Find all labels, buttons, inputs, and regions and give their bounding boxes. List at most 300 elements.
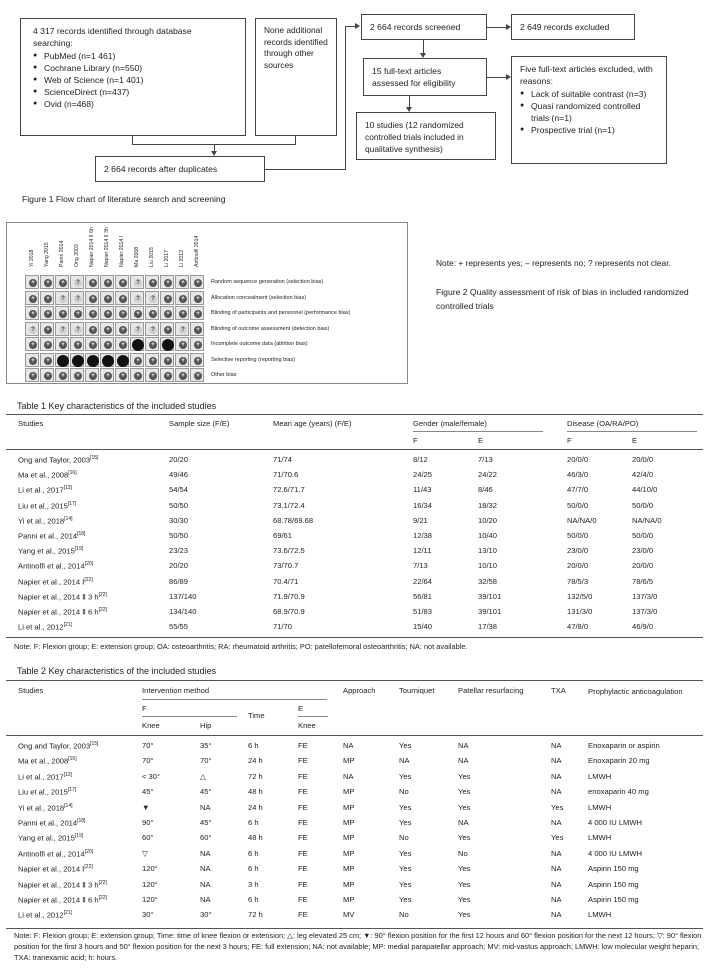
t1-cell-gf: 16/34 xyxy=(413,500,433,510)
t2-cell-knee: ▼ xyxy=(142,802,150,812)
other-sources-text: None additional records identified through other sources xyxy=(264,25,328,70)
reference-number: [22] xyxy=(98,879,107,886)
t2-cell-time: 6 h xyxy=(248,864,259,874)
rob-cell xyxy=(85,322,99,336)
rob-cell xyxy=(55,322,69,336)
rob-cell xyxy=(160,337,174,351)
t1-cell-de: 20/0/0 xyxy=(632,561,654,571)
rob-cell xyxy=(100,368,114,382)
rob-cell xyxy=(190,337,204,351)
rob-mark: ? xyxy=(59,295,67,303)
rob-mark: + xyxy=(179,279,187,287)
reference-number: [14] xyxy=(64,515,73,522)
t2-cell-approach: NA xyxy=(343,741,354,750)
t1-cell-study: Napier et al., 2014 Ⅱ 6 h[22] xyxy=(18,607,107,617)
t1-cell-df: 132/5/0 xyxy=(567,591,593,601)
rob-mark: ? xyxy=(149,326,157,334)
rob-cell xyxy=(160,291,174,305)
table1-note: Note: F: Flexion group; E: extension group; OA: osteoarthritis; RA: rheumatoid arthritis; PO: patellofemoral osteoarthritis; NA: not available. xyxy=(14,642,468,651)
t2-header-txa: TXA xyxy=(551,686,566,695)
t2-cell-time: 24 h xyxy=(248,756,263,766)
t2-cell-txa: NA xyxy=(551,741,562,750)
t2-cell-pa: Aspirin 150 mg xyxy=(588,864,639,874)
rob-cell xyxy=(130,291,144,305)
t1-cell-sample: 50/50 xyxy=(169,531,189,540)
rob-cell xyxy=(130,353,144,367)
rob-mark: + xyxy=(149,310,157,318)
rob-column-label: Ong 2003 xyxy=(74,244,80,267)
rob-mark: ? xyxy=(74,295,82,303)
rob-mark: + xyxy=(194,310,202,318)
rob-mark: + xyxy=(194,279,202,287)
rob-mark: + xyxy=(164,357,172,365)
t2-cell-pr: Yes xyxy=(458,864,471,874)
t2-cell-hip: 45° xyxy=(200,818,212,827)
t2-cell-txa: NA xyxy=(551,771,562,781)
t1-cell-sample: 86/89 xyxy=(169,576,189,586)
rob-mark: + xyxy=(29,279,37,287)
t1-cell-sample: 23/23 xyxy=(169,546,189,556)
rob-mark: + xyxy=(59,372,67,380)
t1-cell-de: 20/0/0 xyxy=(632,455,654,464)
t2-cell-pr: Yes xyxy=(458,879,471,889)
rob-column-label: Liu 2015 xyxy=(149,247,155,267)
fulltext-excluded-box xyxy=(511,56,667,164)
rob-mark: + xyxy=(59,341,67,349)
database-records-title: 4 317 records identified through database searching: xyxy=(33,26,192,48)
screened-box xyxy=(361,14,487,40)
reference-number: [19] xyxy=(74,833,84,840)
t1-cell-de: 78/6/5 xyxy=(632,576,654,586)
t1-header-age: Mean age (years) (F/E) xyxy=(273,419,352,428)
rob-column-label: Yang 2015 xyxy=(44,242,50,267)
rob-cell xyxy=(130,322,144,336)
t1-cell-study: Li et al., 2017[13] xyxy=(18,485,72,495)
rob-cell xyxy=(85,337,99,351)
t2-cell-study: Napier et al., 2014 Ⅱ 6 h[22] xyxy=(18,895,107,905)
t1-cell-sample: 134/140 xyxy=(169,607,197,616)
t2-cell-knee: 120° xyxy=(142,895,158,904)
t2-cell-tq: Yes xyxy=(399,864,412,874)
t1-cell-df: 20/0/0 xyxy=(567,561,589,571)
other-sources-box xyxy=(255,18,337,136)
t2-cell-knee: 120° xyxy=(142,864,158,874)
reference-number: [18] xyxy=(77,531,86,537)
t1-cell-sample: 30/30 xyxy=(169,515,189,525)
rob-mark: ? xyxy=(74,326,82,334)
t2-cell-pa: 4 000 IU LMWH xyxy=(588,848,643,858)
t2-cell-approach: MP xyxy=(343,802,355,812)
t2-cell-pr: Yes xyxy=(458,787,471,797)
database-item: ● ScienceDirect (n=437) xyxy=(33,86,233,98)
t1-cell-sample: 50/50 xyxy=(169,500,189,510)
database-item: ● PubMed (n=1 461) xyxy=(33,50,233,62)
rob-mark xyxy=(57,355,69,367)
rob-mark: + xyxy=(44,341,52,349)
rob-mark: + xyxy=(119,326,127,334)
screened-text: 2 664 records screened xyxy=(370,22,461,32)
t1-cell-study: Liu et al., 2015[17] xyxy=(18,500,77,511)
t2-cell-txa: NA xyxy=(551,787,562,797)
t2-cell-pa: Aspirin 150 mg xyxy=(588,879,639,889)
rob-cell xyxy=(70,368,84,382)
table2-note: Note: F: Flexion group; E: extension group; Time: time of knee flexion or extension; △: leg elevated 25 cm; ▼: 90° flexion position for the first 12 hours and 60° flexion position for the next 12 hours; ▽: 90° flexion position for the first 3 hours and 50° flexion position for the next 3 hours; FE: full extension; NA: not available; MP: medial parapatellar approach; MV: mid-vastus approach; LMWH: low molecular weight heparin; TXA: tranexamic acid; h: hours. xyxy=(14,931,702,962)
rob-mark: + xyxy=(29,310,37,318)
t2-cell-tq: NA xyxy=(399,756,410,766)
t2-cell-txa: NA xyxy=(551,895,562,904)
t1-cell-sample: 55/55 xyxy=(169,622,189,632)
t2-cell-txa: NA xyxy=(551,818,562,827)
figure2-caption: Figure 2 Quality assessment of risk of bias in included randomized controlled trials xyxy=(436,287,689,311)
t1-cell-de: 42/4/0 xyxy=(632,470,654,480)
t1-cell-gf: 9/21 xyxy=(413,515,428,525)
rob-cell xyxy=(40,306,54,320)
after-duplicates-box xyxy=(95,156,265,182)
rob-cell xyxy=(175,291,189,305)
t2-cell-study: Liu et al., 2015[17] xyxy=(18,787,77,797)
t2-header-studies: Studies xyxy=(18,686,44,695)
table2-caption: Table 2 Key characteristics of the included studies xyxy=(17,666,217,676)
t2-cell-hip: △ xyxy=(200,771,206,781)
t2-cell-time: 48 h xyxy=(248,787,263,797)
rob-cell xyxy=(175,306,189,320)
rob-cell xyxy=(100,337,114,351)
t2-cell-approach: MP xyxy=(343,879,355,889)
reference-number: [15] xyxy=(90,741,99,747)
t2-cell-pr: NA xyxy=(458,756,469,766)
database-item: ● Ovid (n=468) xyxy=(33,98,233,110)
reference-number: [21] xyxy=(63,622,72,629)
t2-cell-tq: No xyxy=(399,833,409,843)
reference-number: [20] xyxy=(84,561,94,568)
rob-cell xyxy=(160,368,174,382)
t2-cell-study: Ma et al., 2008[16] xyxy=(18,756,77,766)
rob-cell xyxy=(25,291,39,305)
t2-cell-time: 6 h xyxy=(248,818,259,827)
reference-number: [16] xyxy=(68,470,77,477)
t2-cell-knee: 60° xyxy=(142,833,154,843)
rob-mark: ? xyxy=(134,279,142,287)
t1-cell-age: 69/61 xyxy=(273,531,293,540)
t1-cell-age: 72.6/71.7 xyxy=(273,485,305,495)
t2-header-f: F xyxy=(142,704,147,713)
t2-cell-pa: LMWH xyxy=(588,833,612,843)
rob-mark: + xyxy=(194,326,202,334)
t1-cell-ge: 39/101 xyxy=(478,591,502,601)
rob-mark xyxy=(72,355,84,367)
rob-cell xyxy=(175,322,189,336)
rob-cell xyxy=(25,353,39,367)
t2-header-intervention: Intervention method xyxy=(142,686,210,695)
reference-number: [15] xyxy=(90,455,99,461)
rob-column-label: Napier 2014 I xyxy=(119,235,125,267)
rob-cell xyxy=(25,275,39,289)
rob-column-label: Panni 2014 xyxy=(59,240,65,267)
t1-header-studies: Studies xyxy=(18,419,44,428)
t1-cell-ge: 32/58 xyxy=(478,576,498,586)
rob-mark: + xyxy=(179,295,187,303)
t1-cell-study: Ma et al., 2008[16] xyxy=(18,470,77,480)
t2-cell-hip: NA xyxy=(200,895,211,904)
rob-mark: + xyxy=(164,372,172,380)
t1-cell-de: 50/0/0 xyxy=(632,531,654,540)
t2-cell-knee: 45° xyxy=(142,787,154,797)
reference-number: [16] xyxy=(68,756,77,763)
rob-mark: + xyxy=(149,279,157,287)
rob-column-label: Napier 2014 II 6h xyxy=(89,227,95,267)
rob-row-label: Selective reporting (reporting bias) xyxy=(211,356,296,363)
t2-cell-e: FE xyxy=(298,848,308,858)
rob-column-label: Ma 2008 xyxy=(134,246,140,267)
t2-cell-hip: 70° xyxy=(200,756,212,766)
rob-cell xyxy=(70,353,84,367)
rob-cell xyxy=(100,275,114,289)
t2-cell-pr: Yes xyxy=(458,771,471,781)
rob-cell xyxy=(25,306,39,320)
rob-mark: + xyxy=(29,372,37,380)
rob-cell xyxy=(160,306,174,320)
t2-cell-knee: 70° xyxy=(142,741,154,750)
t1-cell-de: 46/9/0 xyxy=(632,622,654,632)
t2-cell-e: FE xyxy=(298,741,308,750)
t1-cell-gf: 15/40 xyxy=(413,622,433,632)
t2-header-knee: Knee xyxy=(142,721,160,730)
t1-cell-de: NA/NA/0 xyxy=(632,515,662,525)
t2-header-eknee: Knee xyxy=(298,721,316,730)
rob-mark: ? xyxy=(74,279,82,287)
t1-cell-de: 137/3/0 xyxy=(632,607,658,616)
rob-cell xyxy=(115,337,129,351)
rob-mark: + xyxy=(164,295,172,303)
rob-cell xyxy=(55,291,69,305)
t1-cell-age: 70.4/71 xyxy=(273,576,299,586)
t2-cell-txa: Yes xyxy=(551,802,564,812)
rob-mark: + xyxy=(29,357,37,365)
rob-cell xyxy=(160,353,174,367)
reference-number: [17] xyxy=(67,787,77,794)
t1-cell-age: 68.9/70.9 xyxy=(273,607,305,616)
t2-cell-tq: Yes xyxy=(399,895,412,904)
t2-cell-knee: ▽ xyxy=(142,848,148,858)
reference-number: [20] xyxy=(84,848,94,855)
t2-cell-e: FE xyxy=(298,895,308,904)
rob-cell xyxy=(190,322,204,336)
rob-cell xyxy=(190,291,204,305)
t1-cell-gf: 11/43 xyxy=(413,485,432,495)
rob-cell xyxy=(145,306,159,320)
t2-cell-pa: LMWH xyxy=(588,771,612,781)
database-records-box xyxy=(20,18,246,136)
rob-cell xyxy=(115,322,129,336)
t1-cell-gf: 22/64 xyxy=(413,576,433,586)
t1-cell-de: 23/0/0 xyxy=(632,546,654,556)
t2-cell-e: FE xyxy=(298,833,308,843)
rob-cell xyxy=(70,322,84,336)
rob-mark: + xyxy=(149,341,157,349)
rob-cell xyxy=(100,322,114,336)
reference-number: [22] xyxy=(84,576,93,583)
t1-cell-age: 71/70.6 xyxy=(273,470,299,480)
t1-cell-sample: 137/140 xyxy=(169,591,197,601)
rob-mark: ? xyxy=(59,326,67,334)
t1-header-gender-f: F xyxy=(413,436,418,445)
rob-cell xyxy=(115,291,129,305)
t2-cell-time: 6 h xyxy=(248,741,259,750)
rob-cell xyxy=(25,337,39,351)
rob-cell xyxy=(175,353,189,367)
t1-cell-df: NA/NA/0 xyxy=(567,515,597,525)
t2-cell-txa: NA xyxy=(551,848,562,858)
t2-cell-pr: Yes xyxy=(458,910,471,920)
t2-cell-hip: NA xyxy=(200,802,211,812)
rob-cell xyxy=(55,353,69,367)
rob-column-label: Li 2012 xyxy=(179,249,185,267)
t1-cell-de: 50/0/0 xyxy=(632,500,654,510)
t1-cell-ge: 13/10 xyxy=(478,546,498,556)
excluded-box xyxy=(511,14,635,40)
rob-cell xyxy=(85,306,99,320)
t2-cell-e: FE xyxy=(298,802,308,812)
t2-cell-knee: 120° xyxy=(142,879,158,889)
t2-cell-hip: NA xyxy=(200,864,211,874)
t1-cell-df: 78/5/3 xyxy=(567,576,589,586)
rob-cell xyxy=(130,368,144,382)
rob-cell xyxy=(175,275,189,289)
t2-cell-hip: 45° xyxy=(200,787,212,797)
risk-of-bias-chart xyxy=(6,222,408,384)
database-list xyxy=(33,50,233,110)
t2-cell-tq: Yes xyxy=(399,802,412,812)
rob-cell xyxy=(145,368,159,382)
rob-mark: + xyxy=(134,357,142,365)
table1-caption: Table 1 Key characteristics of the included studies xyxy=(17,401,217,411)
rob-cell xyxy=(40,353,54,367)
rob-cell xyxy=(55,275,69,289)
rob-cell xyxy=(115,368,129,382)
reference-number: [19] xyxy=(74,546,84,553)
reference-number: [22] xyxy=(98,607,107,613)
rob-cell xyxy=(25,322,39,336)
rob-cell xyxy=(40,337,54,351)
t2-cell-pr: NA xyxy=(458,818,469,827)
t2-header-tourniquet: Tourniquet xyxy=(399,686,435,695)
t2-cell-study: Antinolfi et al., 2014[20] xyxy=(18,848,94,859)
rob-cell xyxy=(70,337,84,351)
rob-cell xyxy=(100,306,114,320)
rob-mark: ? xyxy=(179,326,187,334)
t1-header-disease: Disease (OA/RA/PO) xyxy=(567,419,639,428)
t2-cell-e: FE xyxy=(298,771,308,781)
rob-column-label: Yi 2018 xyxy=(29,249,35,267)
rob-mark xyxy=(132,339,144,351)
t2-cell-knee: 70° xyxy=(142,756,154,766)
t2-cell-e: FE xyxy=(298,864,308,874)
database-item: ● Cochrane Library (n=550) xyxy=(33,62,233,74)
t2-cell-txa: NA xyxy=(551,910,562,920)
t1-cell-df: 50/0/0 xyxy=(567,500,589,510)
rob-mark: + xyxy=(164,326,172,334)
rob-mark: + xyxy=(44,310,52,318)
rob-mark: + xyxy=(89,341,97,349)
rob-cell xyxy=(145,322,159,336)
exclusion-reasons-list xyxy=(520,88,658,136)
t2-cell-tq: Yes xyxy=(399,741,412,750)
rob-mark: + xyxy=(59,310,67,318)
t2-header-approach: Approach xyxy=(343,686,376,695)
t2-cell-txa: NA xyxy=(551,879,562,889)
rob-cell xyxy=(175,368,189,382)
exclusion-reason: ● Prospective trial (n=1) xyxy=(520,124,658,136)
t1-cell-ge: 18/32 xyxy=(478,500,498,510)
exclusion-reason: ● Quasi randomized controlled trials (n=1) xyxy=(520,100,658,124)
t2-cell-approach: MP xyxy=(343,848,355,858)
t2-cell-knee: 30° xyxy=(142,910,154,920)
included-studies-text: 10 studies (12 randomized controlled trials included in qualitative synthesis) xyxy=(365,120,464,154)
rob-row-label: Random sequence generation (selection bias) xyxy=(211,279,324,285)
rob-mark: + xyxy=(44,357,52,365)
t2-cell-hip: NA xyxy=(200,848,211,858)
t1-cell-ge: 10/40 xyxy=(478,531,498,540)
reference-number: [21] xyxy=(63,910,72,917)
t2-cell-pa: LMWH xyxy=(588,910,612,920)
t1-cell-ge: 17/38 xyxy=(478,622,498,632)
t1-cell-gf: 7/13 xyxy=(413,561,428,571)
rob-cell xyxy=(160,322,174,336)
rob-cell xyxy=(85,368,99,382)
rob-mark: + xyxy=(44,372,52,380)
t1-cell-study: Yi et al., 2018[14] xyxy=(18,515,73,526)
rob-row-label: Blinding of outcome assessment (detection bias) xyxy=(211,325,330,332)
t2-cell-time: 72 h xyxy=(248,771,263,781)
reference-number: [17] xyxy=(67,500,77,507)
rob-cell xyxy=(70,291,84,305)
rob-cell xyxy=(55,306,69,320)
fulltext-excluded-title: Five full-text articles excluded, with reasons: xyxy=(520,64,653,86)
rob-mark: + xyxy=(104,295,112,303)
rob-cell xyxy=(145,291,159,305)
t2-cell-pr: No xyxy=(458,848,468,858)
reference-number: [14] xyxy=(64,802,73,809)
t1-cell-gf: 12/11 xyxy=(413,546,432,556)
rob-mark xyxy=(102,355,114,367)
rob-cell xyxy=(25,368,39,382)
t2-header-hip: Hip xyxy=(200,721,212,730)
reference-number: [13] xyxy=(63,485,72,492)
rob-mark: + xyxy=(194,357,202,365)
t1-cell-age: 71/70 xyxy=(273,622,293,632)
rob-cell xyxy=(40,322,54,336)
t1-cell-age: 71.9/70.9 xyxy=(273,591,305,601)
rob-mark: + xyxy=(194,372,202,380)
t1-cell-ge: 8/46 xyxy=(478,485,493,495)
t2-cell-time: 3 h xyxy=(248,879,259,889)
rob-row-label: Incomplete outcome data (attrition bias) xyxy=(211,341,308,347)
rob-cell xyxy=(145,353,159,367)
t1-cell-gf: 12/38 xyxy=(413,531,433,540)
rob-mark: + xyxy=(119,279,127,287)
rob-cell xyxy=(100,353,114,367)
t2-cell-time: 6 h xyxy=(248,848,259,858)
fulltext-text: 15 full-text articles assessed for eligibility xyxy=(372,66,456,88)
database-item: ● Web of Science (n=1 401) xyxy=(33,74,233,86)
t2-cell-time: 24 h xyxy=(248,802,263,812)
t1-cell-ge: 39/101 xyxy=(478,607,502,616)
t2-cell-study: Napier et al., 2014 Ⅱ 3 h[22] xyxy=(18,879,107,890)
t1-cell-age: 71/74 xyxy=(273,455,293,464)
t2-cell-e: FE xyxy=(298,787,308,797)
t2-cell-pr: Yes xyxy=(458,802,471,812)
t1-cell-age: 73/70.7 xyxy=(273,561,299,571)
